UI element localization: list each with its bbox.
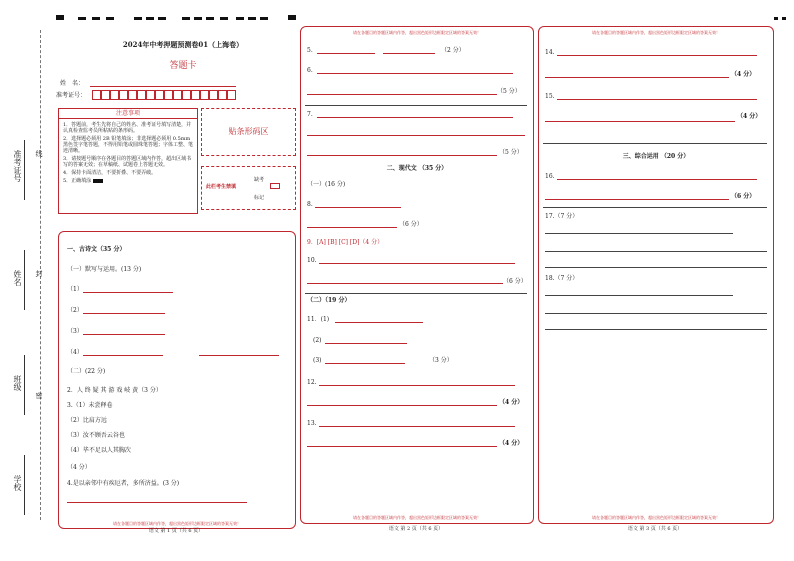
question-label: 16.: [545, 173, 555, 180]
registration-mark: [146, 17, 154, 20]
notice-item-text: 5．正确填涂: [63, 178, 92, 184]
id-digit-box[interactable]: [146, 90, 155, 100]
subsection-title: （二）(22 分): [67, 368, 106, 375]
registration-mark: [220, 17, 228, 20]
notice-item: 2．选择题必须用 2B 铅笔填涂；非选择题必须用 0.5mm 黑色签字笔答题，不得用铅笔或圆珠笔答题；字体工整、笔迹清晰。: [63, 136, 194, 154]
boundary-notice: 请在各题目的答题区域内作答，超出黑色矩形边框限定区域的答案无效！: [592, 30, 720, 35]
question-label: 3.（1）未尝释卷: [67, 402, 113, 409]
question-score: （4 分）: [731, 71, 756, 78]
section-divider: [305, 105, 527, 106]
choice-options[interactable]: 9．[A] [B] [C] [D]（4 分）: [307, 239, 384, 246]
page-footer: 语文 第 1 页（共 6 页）: [148, 528, 204, 534]
binding-underline: [24, 355, 25, 415]
notice-box: [58, 108, 198, 214]
registration-mark: [106, 17, 114, 20]
answer-line[interactable]: [545, 233, 733, 234]
page-footer: 语文 第 2 页（共 6 页）: [388, 526, 444, 532]
answer-line[interactable]: [307, 94, 497, 95]
question-label: 5.: [307, 47, 313, 54]
section-title: 二、现代文 （35 分）: [386, 165, 448, 172]
section-title: 三、综合运用 （20 分）: [622, 153, 690, 160]
id-digit-box[interactable]: [137, 90, 146, 100]
binding-mark-seal: 封: [35, 270, 43, 277]
registration-mark: [56, 15, 64, 20]
question-label: 6.: [307, 67, 313, 74]
answer-line[interactable]: [545, 77, 729, 78]
answer-line[interactable]: [383, 53, 435, 54]
question-score: （4 分）: [499, 399, 524, 406]
registration-mark: [158, 17, 166, 20]
answer-line[interactable]: [545, 251, 767, 252]
binding-label-school: 学校: [13, 475, 22, 491]
registration-mark: [78, 17, 86, 20]
answer-line[interactable]: [545, 295, 733, 296]
section-divider: [543, 143, 767, 144]
section-title: 一、古诗文（35 分）: [67, 246, 126, 253]
question-label: 18.（7 分）: [545, 275, 579, 282]
exam-title: 2024年中考押题预测卷01（上海卷）: [122, 40, 244, 49]
registration-mark: [236, 17, 244, 20]
answer-line[interactable]: [545, 121, 735, 122]
question-score: （3 分）: [429, 357, 453, 364]
question-label: （1）: [67, 286, 83, 293]
question-score: （4 分）: [737, 113, 762, 120]
absent-line2: 标记: [254, 195, 265, 201]
answer-line[interactable]: [545, 329, 767, 330]
binding-label-id: 准考证号: [13, 150, 22, 182]
section-divider: [543, 207, 767, 208]
answer-line[interactable]: [325, 363, 405, 364]
answer-line[interactable]: [83, 292, 173, 293]
name-label: 姓 名：: [60, 80, 85, 87]
registration-mark: [774, 17, 778, 20]
notice-title: 注意事项: [59, 109, 197, 119]
answer-line[interactable]: [307, 446, 497, 447]
notice-item: [59, 176, 197, 184]
boundary-notice: 请在各题目的答题区域内作答，超出黑色矩形边框限定区域的答案无效！: [353, 30, 481, 35]
id-digit-box[interactable]: [182, 90, 191, 100]
question-label: 4.是以亲邻中有疾厄者，多所济益。(3 分): [67, 480, 180, 487]
answer-line[interactable]: [319, 385, 515, 386]
answer-line[interactable]: [545, 313, 767, 314]
answer-line[interactable]: [67, 502, 247, 503]
answer-line[interactable]: [315, 207, 401, 208]
question-label: （3）: [67, 328, 83, 335]
name-field[interactable]: [90, 86, 236, 87]
boundary-notice: 请在各题目的答题区域内作答，超出黑色矩形边框限定区域的答案无效！: [113, 521, 241, 526]
absent-label: 此栏考生禁填: [206, 184, 237, 190]
question-label: （2）比肩方远: [67, 417, 107, 424]
answer-line[interactable]: [307, 405, 497, 406]
question-score: （6 分）: [399, 221, 423, 228]
answer-line[interactable]: [199, 355, 279, 356]
registration-mark: [92, 17, 100, 20]
answer-line[interactable]: [307, 283, 503, 284]
absent-checkbox[interactable]: [270, 183, 280, 189]
answer-line[interactable]: [317, 73, 513, 74]
id-label: 准考证号：: [56, 92, 87, 99]
answer-line[interactable]: [557, 55, 757, 56]
answer-line[interactable]: [83, 334, 165, 335]
question-label: 15.: [545, 93, 555, 100]
id-digit-box[interactable]: [173, 90, 182, 100]
id-digit-box[interactable]: [128, 90, 137, 100]
answer-line[interactable]: [83, 355, 163, 356]
barcode-area-label: 贴条形码区: [228, 127, 269, 136]
answer-line[interactable]: [319, 263, 515, 264]
id-digit-box[interactable]: [110, 90, 119, 100]
id-digit-box[interactable]: [92, 90, 101, 100]
binding-label-class: 班级: [13, 375, 22, 391]
id-digit-box[interactable]: [155, 90, 164, 100]
question-score: （4 分）: [499, 440, 524, 447]
question-label: 10.: [307, 257, 317, 264]
answer-line[interactable]: [545, 267, 767, 268]
id-digit-box[interactable]: [227, 90, 236, 100]
question-label: 8.: [307, 201, 313, 208]
answer-line[interactable]: [545, 199, 729, 200]
binding-underline: [24, 455, 25, 515]
notice-item: 4．保持卡面清洁，不要折叠、不要弄破。: [63, 170, 157, 176]
registration-mark: [134, 17, 142, 20]
absent-box: [201, 166, 296, 210]
answer-line[interactable]: [557, 99, 757, 100]
question-label: （4）: [67, 349, 83, 356]
fill-sample: [93, 179, 103, 183]
id-digit-box[interactable]: [218, 90, 227, 100]
section-divider: [305, 293, 527, 294]
registration-mark: [260, 17, 268, 20]
question-label: （4）毕不足以人其胸次: [67, 447, 131, 454]
id-digit-box[interactable]: [209, 90, 218, 100]
answer-panel-2: [300, 26, 534, 524]
question-label: 12.: [307, 379, 317, 386]
question-label: (2): [313, 337, 322, 344]
question-label: 11．(1): [307, 316, 330, 323]
question-label: 7.: [307, 111, 313, 118]
answer-line[interactable]: [325, 343, 407, 344]
question-label: （3）汝不顾吾云谷也: [67, 432, 125, 439]
boundary-notice: 请在各题目的答题区域内作答，超出黑色矩形边框限定区域的答案无效！: [353, 515, 481, 520]
subsection-title: （二）（19 分）: [307, 297, 351, 304]
notice-item: 3．请按题号顺序在各题目的答题区域内作答，超出区域书写的答案无效；在草稿纸、试题卷上答题无效。: [63, 156, 192, 168]
answer-sheet-title: 答题卡: [169, 61, 197, 71]
question-score: （6 分）: [503, 278, 527, 285]
subsection-title: （一）(16 分): [307, 181, 346, 188]
subsection-title: （一）默写与运用。(13 分): [67, 266, 142, 273]
registration-mark: [194, 17, 202, 20]
registration-mark: [182, 17, 190, 20]
question-label: 17.（7 分）: [545, 213, 579, 220]
answer-line[interactable]: [317, 53, 375, 54]
answer-panel-1: [58, 231, 296, 529]
registration-mark: [288, 15, 296, 20]
binding-underline: [24, 140, 25, 200]
answer-line[interactable]: [307, 227, 397, 228]
binding-mark-secret: 密: [35, 392, 43, 399]
question-score: （6 分）: [731, 193, 756, 200]
binding-underline: [24, 250, 25, 310]
absent-line1: 缺考: [254, 177, 265, 183]
registration-mark: [248, 17, 256, 20]
answer-line[interactable]: [319, 426, 515, 427]
registration-mark: [782, 17, 786, 20]
registration-mark: [206, 17, 214, 20]
id-digit-box[interactable]: [101, 90, 110, 100]
answer-line[interactable]: [557, 179, 757, 180]
answer-line[interactable]: [317, 117, 513, 118]
question-label: 2．人 终 疑 其 游 戏 岐 黄（3 分）: [67, 387, 162, 394]
question-label: 14.: [545, 49, 555, 56]
answer-line[interactable]: [335, 322, 423, 323]
question-label: （2）: [67, 307, 83, 314]
question-score: （2 分）: [441, 47, 465, 54]
question-score: （5 分）: [497, 88, 521, 95]
id-digit-box[interactable]: [164, 90, 173, 100]
question-label: (3): [313, 357, 322, 364]
question-score: （5 分）: [499, 149, 523, 156]
boundary-notice: 请在各题目的答题区域内作答，超出黑色矩形边框限定区域的答案无效！: [592, 515, 720, 520]
id-digit-box[interactable]: [191, 90, 200, 100]
question-score: （4 分）: [67, 464, 91, 471]
answer-line[interactable]: [307, 135, 525, 136]
notice-item: 1．答题前，考生先将自己的姓名、准考证号填写清楚，并认真检查监考员所粘贴的条形码。: [63, 122, 192, 134]
answer-line[interactable]: [83, 313, 165, 314]
binding-mark-line: 线: [35, 150, 43, 157]
binding-label-name: 姓名: [13, 270, 22, 286]
answer-line[interactable]: [307, 155, 497, 156]
barcode-area: [201, 108, 296, 156]
answer-panel-3: [538, 26, 774, 524]
id-digit-box[interactable]: [200, 90, 209, 100]
question-label: 13.: [307, 420, 317, 427]
id-digit-box[interactable]: [119, 90, 128, 100]
page-footer: 语文 第 3 页（共 6 页）: [627, 526, 683, 532]
